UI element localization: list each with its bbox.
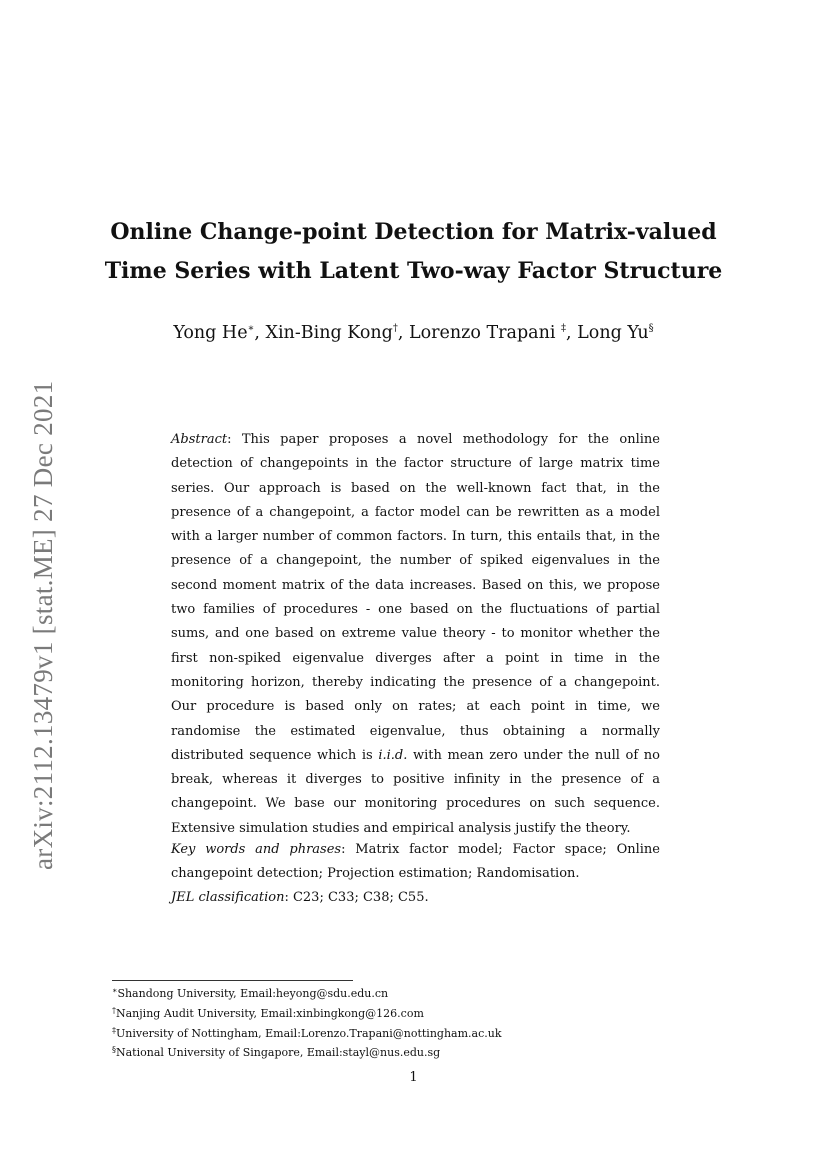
author-mark: ∗ xyxy=(247,323,255,334)
footnote xyxy=(112,1042,712,1062)
author-name: Xin-Bing Kong xyxy=(265,323,393,343)
abstract-text-part-1: This paper proposes a novel methodology for the online detection of changepoints in the factor structure of large matrix time series. Our approach is based on the well-known fact that, in the presence of a changepoint, a factor model can be rewritten as a model with a larger number of common factors. In turn, this entails that, in the presence of a changepoint, the number of spiked eigenvalues in the second moment matrix of the data increases. Based on this, we propose two families of procedures - one based on the fluctuations of partial sums, and one based on extreme value theory - to monitor whether the first non-spiked eigenvalue diverges after a point in time in the monitoring horizon, thereby indicating the presence of a changepoint. Our procedure is based only on rates; at each point in time, we randomise the estimated eigenvalue, thus obtaining a normally distributed sequence which is xyxy=(171,432,660,763)
abstract-iid: i.i.d. xyxy=(378,747,408,763)
jel-classification: JEL classification: C23; C33; C38; C55. xyxy=(171,890,429,905)
arxiv-stamp-container xyxy=(20,350,60,870)
footnote-mark: † xyxy=(112,1005,116,1015)
author-mark: § xyxy=(648,323,654,334)
author-mark: ‡ xyxy=(561,323,567,334)
keywords-label: Key words and phrases xyxy=(171,842,342,857)
footnote-mark: ‡ xyxy=(112,1025,116,1035)
title-line-2: Time Series with Latent Two-way Factor Structure xyxy=(104,258,723,284)
footnote-rule xyxy=(112,980,353,981)
footnote-mark: ∗ xyxy=(112,986,118,995)
paper-title xyxy=(90,213,737,291)
author-name: Long Yu xyxy=(577,323,649,343)
footnote xyxy=(112,983,712,1003)
keywords: Key words and phrases: Matrix factor model; Factor space; Online changepoint detection; Projection estimation; Randomisation. xyxy=(171,842,660,882)
arxiv-identifier: arXiv:2112.13479v1 [stat.ME] 27 Dec 2021 xyxy=(28,380,58,870)
footnote xyxy=(112,1003,712,1023)
author-mark: † xyxy=(392,323,398,334)
footnote-text: Nanjing Audit University, Email:xinbingkong@126.com xyxy=(116,1006,424,1020)
author-list: Yong He∗, Xin-Bing Kong†, Lorenzo Trapani ‡, Long Yu§ xyxy=(173,323,654,343)
author-name: Lorenzo Trapani xyxy=(409,323,556,343)
page-number: 1 xyxy=(409,1070,418,1085)
footnote-text: National University of Singapore, Email:stayl@nus.edu.sg xyxy=(116,1046,441,1060)
author-name: Yong He xyxy=(173,323,248,343)
footnotes xyxy=(112,983,712,1062)
footnote-text: Shandong University, Email:heyong@sdu.edu.cn xyxy=(117,987,389,1000)
title-line-1: Online Change-point Detection for Matrix-valued xyxy=(110,219,717,245)
jel-codes: C23; C33; C38; C55. xyxy=(292,890,429,905)
jel-label: JEL classification xyxy=(171,890,285,905)
keywords-text: Matrix factor model; Factor space; Online changepoint detection; Projection estimation; Randomisation. xyxy=(171,842,660,882)
footnote-mark: § xyxy=(112,1045,116,1055)
abstract: Abstract: This paper proposes a novel methodology for the online detection of changepoints in the factor structure of large matrix time series. Our approach is based on the well-known fact that, in the presence of a changepoint, a factor model can be rewritten as a model with a larger number of common factors. In turn, this entails that, in the presence of a changepoint, the number of spiked eigenvalues in the second moment matrix of the data increases. Based on this, we propose two families of procedures - one based on the fluctuations of partial sums, and one based on extreme value theory - to monitor whether the first non-spiked eigenvalue diverges after a point in time in the monitoring horizon, thereby indicating the presence of a changepoint. Our procedure is based only on rates; at each point in time, we randomise the estimated eigenvalue, thus obtaining a normally distributed sequence which is i.i.d. with mean zero under the null of no break, whereas it diverges to positive infinity in the presence of a changepoint. We base our monitoring procedures on such sequence. Extensive simulation studies and empirical analysis justify the theory. xyxy=(171,432,660,836)
abstract-label: Abstract xyxy=(171,432,228,447)
footnote-text: University of Nottingham, Email:Lorenzo.Trapani@nottingham.ac.uk xyxy=(116,1026,502,1040)
footnote xyxy=(112,1023,712,1043)
abstract-text-part-2: with mean zero under the null of no break, whereas it diverges to positive infinity in the presence of a changepoint. We base our monitoring procedures on such sequence. Extensive simulation studies and empirical analysis justify the theory. xyxy=(171,747,660,836)
